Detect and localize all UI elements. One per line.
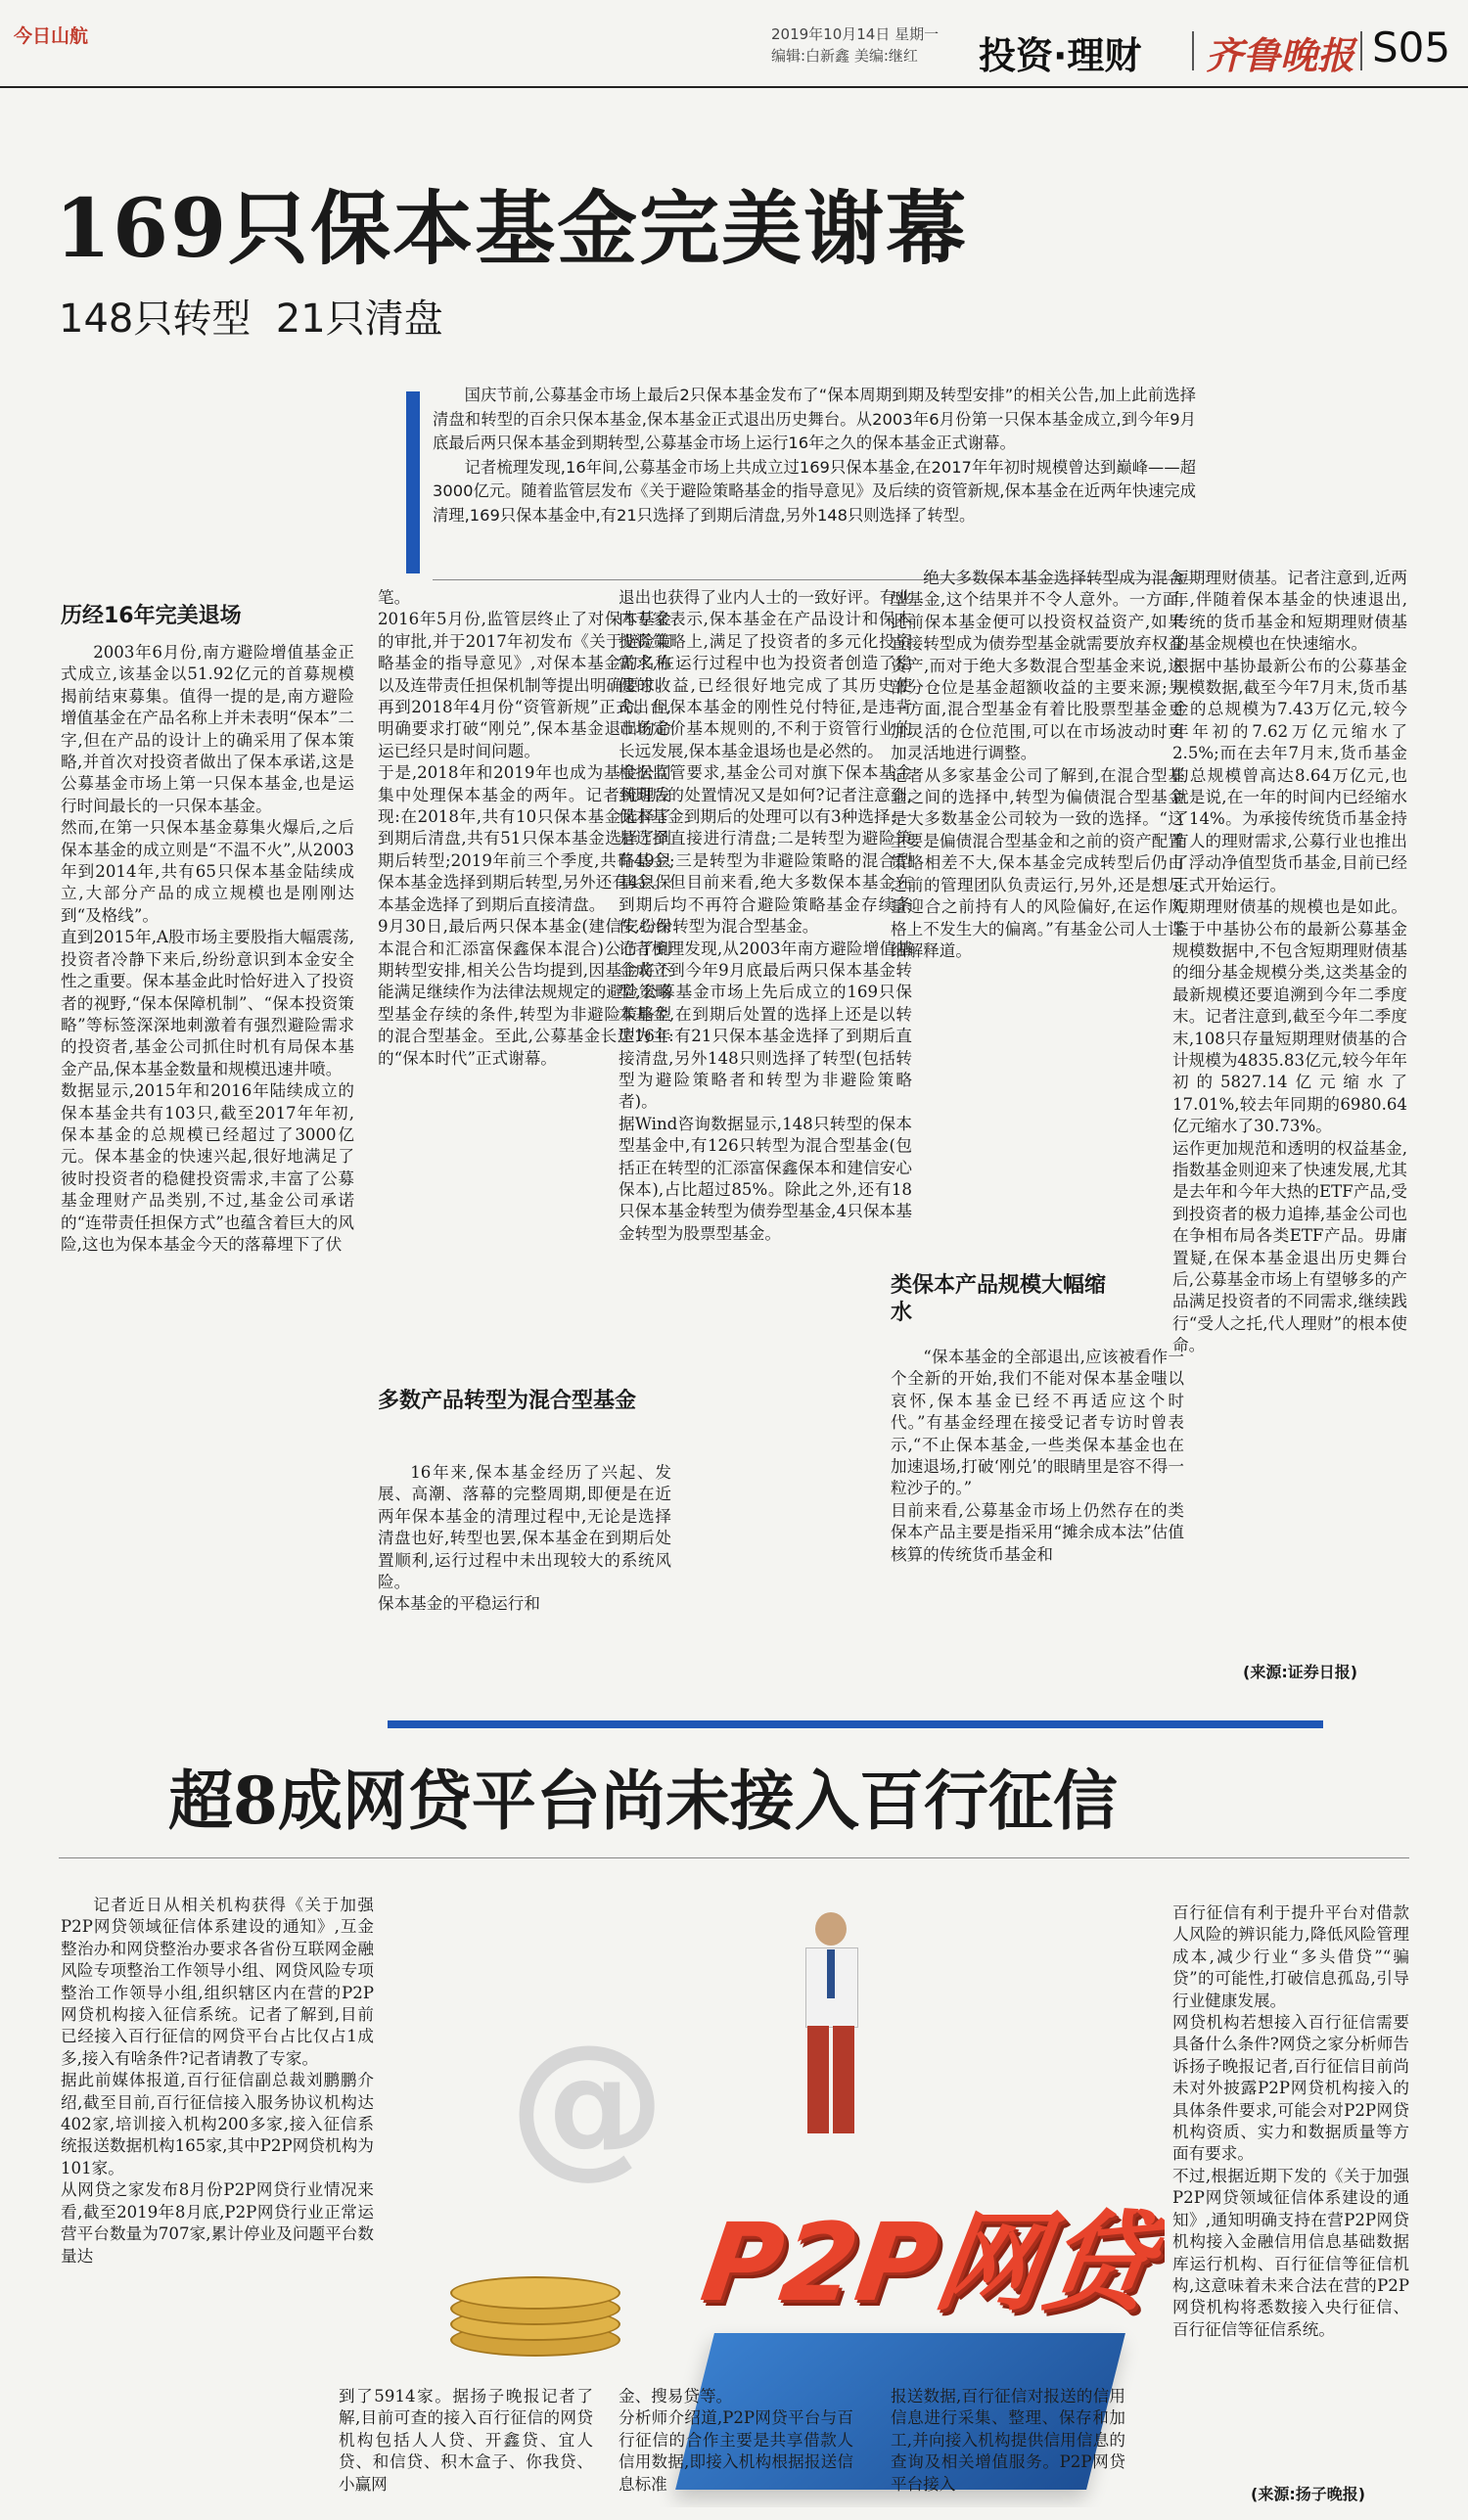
coin-stack-icon [450, 2255, 617, 2362]
article1-col-1: 2003年6月份,南方避险增值基金正式成立,该基金以51.92亿元的首募规模揭前结束募集。值得一提的是,南方避险增值基金在产品名称上并未表明“保本”二字,但在产品的设计上的确采用了保本策略,并首次对投资者做出了保本承诺,这是公募基金市场上第一只保本基金,也是运行时间最长的一只保本基金。 然而,在第一只保本基金募集火爆后,之后保本基金的成立则是“不温不火”,从2003年到2014年,共有65只保本基金陆续成立,大部分产品的成立规模也是刚刚达到“及格线”。 直到2015年,A股市场主要股指大幅震荡,投资者冷静下来后,纷纷意识到本金安全性之重要。保本基金此时恰好进入了投资者的视野,“保本保障机制”、“保本投资策略”等标签深深地刺激着有强烈避险需求的投资者,基金公司抓住时机有局保本基金产品,保本基金数量和规模迅速井喷。 数据显示,2015年和2016年陆续成立的保本基金共有103只,截至2017年年初,保本基金的总规模已经超过了3000亿元。保本基金的快速兴起,很好地满足了彼时投资者的稳健投资需求,丰富了公募基金理财产品类别,不过,基金公司承诺的“连带责任担保方式”也蕴含着巨大的风险,这也为保本基金今天的落幕埋下了伏 [61, 643, 354, 1254]
article1-subhead-1: 历经16年完美退场 [61, 604, 242, 628]
article1-subhead-2: 多数产品转型为混合型基金 [378, 1389, 637, 1413]
article1-col-3: 退出也获得了业内人士的一致好评。有业内专家表示,保本基金在产品设计和保本投资策略上,满足了投资者的多元化投资需求,在运行过程中也为投资者创造了稳健的收益,已经很好地完成了其历史使命。但保本基金的刚性兑付特征,是违背市场定价基本规则的,不利于资管行业的长远发展,保本基金退场也是必然的。 根据监管要求,基金公司对旗下保本基金到期后的处置情况又是如何?记者注意到,保本基金到期后的处理可以有3种选择:一是选择直接进行清盘;二是转型为避险策略基金;三是转型为非避险策略的混合型基金。但目前来看,绝大多数保本基金在到期后均不再符合避险策略基金存续条件,纷纷转型为混合型基金。 记者梳理发现,从2003年南方避险增值基金成立到今年9月底最后两只保本基金转型,公募基金市场上先后成立的169只保本基金,在到期后处置的选择上还是以转型为主:有21只保本基金选择了到期后直接清盘,另外148只则选择了转型(包括转型为避险策略者和转型为非避险策略者)。 据Wind咨询数据显示,148只转型的保本型基金中,有126只转型为混合型基金(包括正在转型的汇添富保鑫保本和建信安心保本),占比超过85%。除此之外,还有18只保本基金转型为债券型基金,4只保本基金转型为股票型基金。 [619, 588, 912, 1243]
businessman-figure [788, 1883, 876, 2176]
article1-col-4-bottom: “保本基金的全部退出,应该被看作一个全新的开始,我们不能对保本基金嗤以哀怀,保本基金已经不再适应这个时代。”有基金经理在接受记者专访时曾表示,“不止保本基金,一些类保本基金也在加速退场,打破‘刚兑’的眼睛里是容不得一粒沙子的。” 目前来看,公募基金市场上仍然存在的类保本产品主要是指采用“摊余成本法”估值核算的传统货币基金和 [891, 1348, 1184, 1564]
article1-col-2-top: 笔。 2016年5月份,监管层终止了对保本基金的审批,并于2017年初发布《关于避险策略基金的指导意见》,对保本基金的名称以及连带责任担保机制等提出明确要求。再到2018年4月份“资管新规”正式出台,明确要求打破“刚兑”,保本基金退出的命运已经只是时间问题。 于是,2018年和2019年也成为基金公司集中处理保本基金的两年。记者梳理发现:在2018年,共有10只保本基金选择了到期后清盘,共有51只保本基金选择了到期后转型;2019年前三个季度,共有49只保本基金选择到期后转型,另外还有4只保本基金选择了到期后直接清盘。 9月30日,最后两只保本基金(建信安心保本混合和汇添富保鑫保本混合)公布了到期转型安排,相关公告均提到,因基金将不能满足继续作为法律法规规定的避险策略型基金存续的条件,转型为非避险策略型的混合型基金。至此,公募基金长达16年的“保本时代”正式谢幕。 [378, 588, 671, 1068]
article2-col-3: 金、搜易贷等。 分析师介绍道,P2P网贷平台与百行征信的合作主要是共享借款人信用数据,即接入机构根据报送信息标准 [619, 2387, 853, 2494]
masthead-paper-name: 齐鲁晚报 [1206, 33, 1355, 77]
masthead-divider-1 [1192, 31, 1194, 70]
lead-accent-bar [406, 391, 420, 573]
article2-rule [59, 1857, 1409, 1858]
article2-col-4: 报送数据,百行征信对报送的信用信息进行采集、整理、保存和加工,并向接入机构提供信用信息的查询及相关增值服务。P2P网贷平台接入 [891, 2387, 1125, 2494]
article2-col-2: 到了5914家。据扬子晚报记者了解,目前可查的接入百行征信的网贷机构包括人人贷、开鑫贷、宜人贷、和信贷、积木盒子、你我贷、小赢网 [339, 2387, 593, 2494]
article2-col-5: 百行征信有利于提升平台对借款人风险的辨识能力,降低风险管理成本,减少行业“多头借贷”“骗贷”的可能性,打破信息孤岛,引导行业健康发展。 网贷机构若想接入百行征信需要具备什么条件?网贷之家分析师告诉扬子晚报记者,百行征信目前尚未对外披露P2P网贷机构接入的具体条件要求,可能会对P2P网贷机构资质、实力和数据质量等方面有要求。 不过,根据近期下发的《关于加强P2P网贷领域征信体系建设的通知》,通知明确支持在营P2P网贷机构接入金融信用信息基础数据库运行机构、百行征信等征信机构,这意味着未来合法在营的P2P网贷机构将悉数接入央行征信、百行征信等征信系统。 [1172, 1903, 1409, 2339]
article1-col-5: 短期理财债基。记者注意到,近两年,伴随着保本基金的快速退出,传统的货币基金和短期理财债基的基金规模也在快速缩水。 根据中基协最新公布的公募基金规模数据,截至今年7月末,货币基金的总规模为7.43万亿元,较今年年初的7.62万亿元缩水了2.5%;而在去年7月末,货币基金的总规模曾高达8.64万亿元,也就是说,在一年的时间内已经缩水了14%。为承接传统货币基金持有人的理财需求,公募行业也推出了浮动净值型货币基金,目前已经正式开始运行。 短期理财债基的规模也是如此。鉴于中基协公布的最新公募基金规模数据中,不包含短期理财债基的细分基金规模分类,这类基金的最新规模还要追溯到今年二季度末。记者注意到,截至今年二季度末,108只存量短期理财债基的合计规模为4835.83亿元,较今年年初的5827.14亿元缩水了17.01%,较去年同期的6980.64亿元缩水了30.73%。 运作更加规范和透明的权益基金,指数基金则迎来了快速发展,尤其是去年和今年大热的ETF产品,受到投资者的极力追捧,基金公司也在争相布局各类ETF产品。毋庸置疑,在保本基金退出历史舞台后,公募基金市场上有望够多的产品满足投资者的不同需求,继续践行“受人之托,代人理财”的根本使命。 [1172, 569, 1407, 1355]
article1-col-4-top: 绝大多数保本基金选择转型成为混合型基金,这个结果并不令人意外。一方面,此前保本基金便可以投资权益资产,如果直接转型成为债券型基金就需要放弃权益资产,而对于绝大多数混合型基金来说,这部分仓位是基金超额收益的主要来源;另一方面,混合型基金有着比股票型基金更加灵活的仓位范围,可以在市场波动时更加灵活地进行调整。 记者从多家基金公司了解到,在混合型基金之间的选择中,转型为偏债混合型基金是大多数基金公司较为一致的选择。“这主要是偏债混合型基金和之前的资产配置策略相差不大,保本基金完成转型后仍由之前的管理团队负责运行,另外,还是想尽量迎合之前持有人的风险偏好,在运作风格上不发生大的偏离。”有基金公司人士详细解释道。 [891, 569, 1184, 960]
article1-subhead-3: 类保本产品规模大幅缩水 [891, 1273, 1107, 1325]
article1-subheadline: 148只转型 21只清盘 [59, 297, 443, 342]
at-symbol-icon: @ [509, 2010, 665, 2193]
masthead-editors: 编辑:白新鑫 美编:继红 [771, 47, 918, 65]
masthead-rule [0, 86, 1468, 88]
masthead-date: 2019年10月14日 星期一 [771, 25, 940, 43]
article2-source: (来源:扬子晚报) [1251, 2485, 1366, 2503]
article-separator-bar [388, 1720, 1323, 1728]
masthead-section: 投资·理财 [979, 34, 1142, 77]
page-number: S05 [1372, 23, 1451, 71]
article2-headline: 超8成网贷平台尚未接入百行征信 [168, 1763, 1118, 1839]
lead-box [433, 384, 1196, 580]
article2-col-1: 记者近日从相关机构获得《关于加强P2P网贷领域征信体系建设的通知》,互金整治办和网贷整治办要求各省份互联网金融风险专项整治工作领导小组、网贷风险专项整治工作领导小组,组织辖区内在营的P2P网贷机构接入征信系统。记者了解到,目前已经接入百行征信的网贷平台占比仅占1成多,接入有啥条件?记者请教了专家。 据此前媒体报道,百行征信副总裁刘鹏鹏介绍,截至目前,百行征信接入服务协议机构达402家,培训接入机构200多家,接入征信系统报送数据机构165家,其中P2P网贷机构为101家。 从网贷之家发布8月份P2P网贷行业情况来看,截至2019年8月底,P2P网贷行业正常运营平台数量为707家,累计停业及问题平台数量达 [61, 1896, 374, 2266]
article1-source: (来源:证券日报) [1243, 1663, 1358, 1681]
section-left-label: 今日山航 [14, 25, 89, 47]
masthead-divider-2 [1360, 31, 1362, 70]
p2p-3d-text: P2P网贷 [694, 2200, 1161, 2325]
article1-col-2-bottom: 16年来,保本基金经历了兴起、发展、高潮、落幕的完整周期,即便是在近两年保本基金的清理过程中,无论是选择清盘也好,转型也罢,保本基金在到期后处置顺利,运行过程中未出现较大的系统风险。 保本基金的平稳运行和 [378, 1463, 671, 1614]
lead-paragraph: 记者梳理发现,16年间,公募基金市场上共成立过169只保本基金,在2017年年初时规模曾达到巅峰——超3000亿元。随着监管层发布《关于避险策略基金的指导意见》及后续的资管新规,保本基金在近两年快速完成清理,169只保本基金中,有21只选择了到期后清盘,另外148只则选择了转型。 [433, 457, 1196, 525]
article1-headline: 169只保本基金完美谢幕 [55, 182, 969, 276]
lead-paragraph: 国庆节前,公募基金市场上最后2只保本基金发布了“保本周期到期及转型安排”的相关公告,加上此前选择清盘和转型的百余只保本基金,保本基金正式退出历史舞台。从2003年6月份第一只保本基金成立,到今年9月底最后两只保本基金到期转型,公募基金市场上运行16年之久的保本基金正式谢幕。 [433, 386, 1196, 452]
